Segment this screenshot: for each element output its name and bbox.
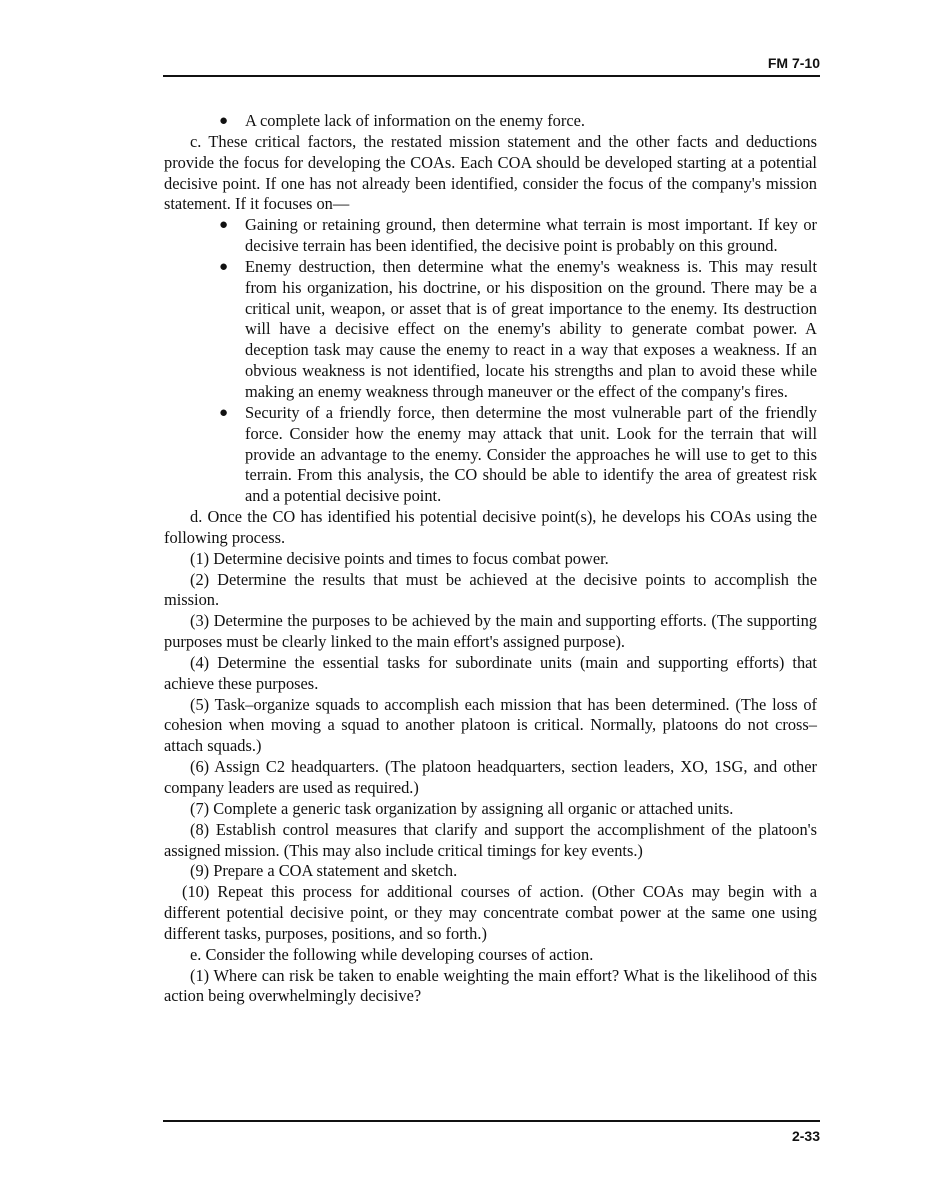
bullet-list-top <box>164 111 817 132</box>
step-1: (1) Determine decisive points and times to focus combat power. <box>190 548 609 568</box>
step-3: (3) Determine the purposes to be achieved by the main and supporting efforts. (The supporting purposes must be clearly linked to the main effort's assigned purpose). <box>164 611 817 652</box>
step-8: (8) Establish control measures that clarify and support the accomplishment of the platoon's assigned mission. (This may also include critical timings for key events.) <box>164 819 817 860</box>
step-6: (6) Assign C2 headquarters. (The platoon headquarters, section leaders, XO, 1SG, and other company leaders are used as required.) <box>164 757 817 797</box>
footer-rule <box>163 1120 820 1122</box>
step-9: (9) Prepare a COA statement and sketch. <box>190 861 458 881</box>
paragraph-c: c. These critical factors, the restated mission statement and the other facts and deductions provide the focus for developing the COAs. Each COA should be developed starting at a potential decisive point. If one has not already been identified, consider the focus of the company's mission statement. If it focuses on— <box>164 131 817 214</box>
step-4: (4) Determine the essential tasks for subordinate units (main and supporting efforts) that achieve these purposes. <box>164 652 817 693</box>
bullet-item: ● Security of a friendly force, then determine the most vulnerable part of the friendly force. Consider how the enemy may attack that unit. Look for the terrain that will provide an advantage to the enemy. Consider the approaches he will use to get to this terrain. From this analysis, the CO should be able to identify the area of greatest risk and a potential decisive point. <box>219 402 817 506</box>
step-2: (2) Determine the results that must be achieved at the decisive points to accomplish the mission. <box>164 569 817 610</box>
paragraph-e: e. Consider the following while developing courses of action. <box>190 944 594 964</box>
paragraph-d: d. Once the CO has identified his potential decisive point(s), he develops his COAs using the following process. <box>164 507 817 547</box>
bullet-item: ● A complete lack of information on the enemy force. <box>219 111 585 130</box>
bullet-icon: ● <box>219 258 229 275</box>
bullet-item: ● Gaining or retaining ground, then determine what terrain is most important. If key or decisive terrain has been identified, the decisive point is probably on this ground. <box>219 215 817 256</box>
page-body <box>164 111 817 1007</box>
bullet-list-c <box>164 215 817 507</box>
bullet-icon: ● <box>219 404 229 421</box>
bullet-icon: ● <box>219 217 229 234</box>
header-rule <box>163 75 820 77</box>
step-5: (5) Task–organize squads to accomplish each mission that has been determined. (The loss of cohesion when moving a squad to another platoon is critical. Normally, platoons do not cross–attach squads.) <box>164 694 817 756</box>
step-7: (7) Complete a generic task organization by assigning all organic or attached units. <box>190 798 734 818</box>
bullet-icon: ● <box>219 113 229 129</box>
footer-page-number: 2-33 <box>791 1128 820 1144</box>
header-doc-id: FM 7-10 <box>767 55 820 71</box>
step-10: (10) Repeat this process for additional courses of action. (Other COAs may begin with a different potential decisive point, or they may concentrate combat power at the same one using different tasks, purposes, positions, and so forth.) <box>164 882 817 943</box>
bullet-item: ● Enemy destruction, then determine what the enemy's weakness is. This may result from his organization, his doctrine, or his disposition on the ground. There may be a critical unit, weapon, or asset that is of great importance to the enemy. Its destruction will have a decisive effect on the enemy's ability to generate combat power. A deception task may cause the enemy to react in a way that exposes a weakness. If an obvious weakness is not identified, locate his strengths and plan to avoid these while making an enemy weakness through maneuver or the effect of the company's fires. <box>219 256 817 401</box>
e-item-1: (1) Where can risk be taken to enable weighting the main effort? What is the likelihood of this action being overwhelmingly decisive? <box>164 965 817 1006</box>
